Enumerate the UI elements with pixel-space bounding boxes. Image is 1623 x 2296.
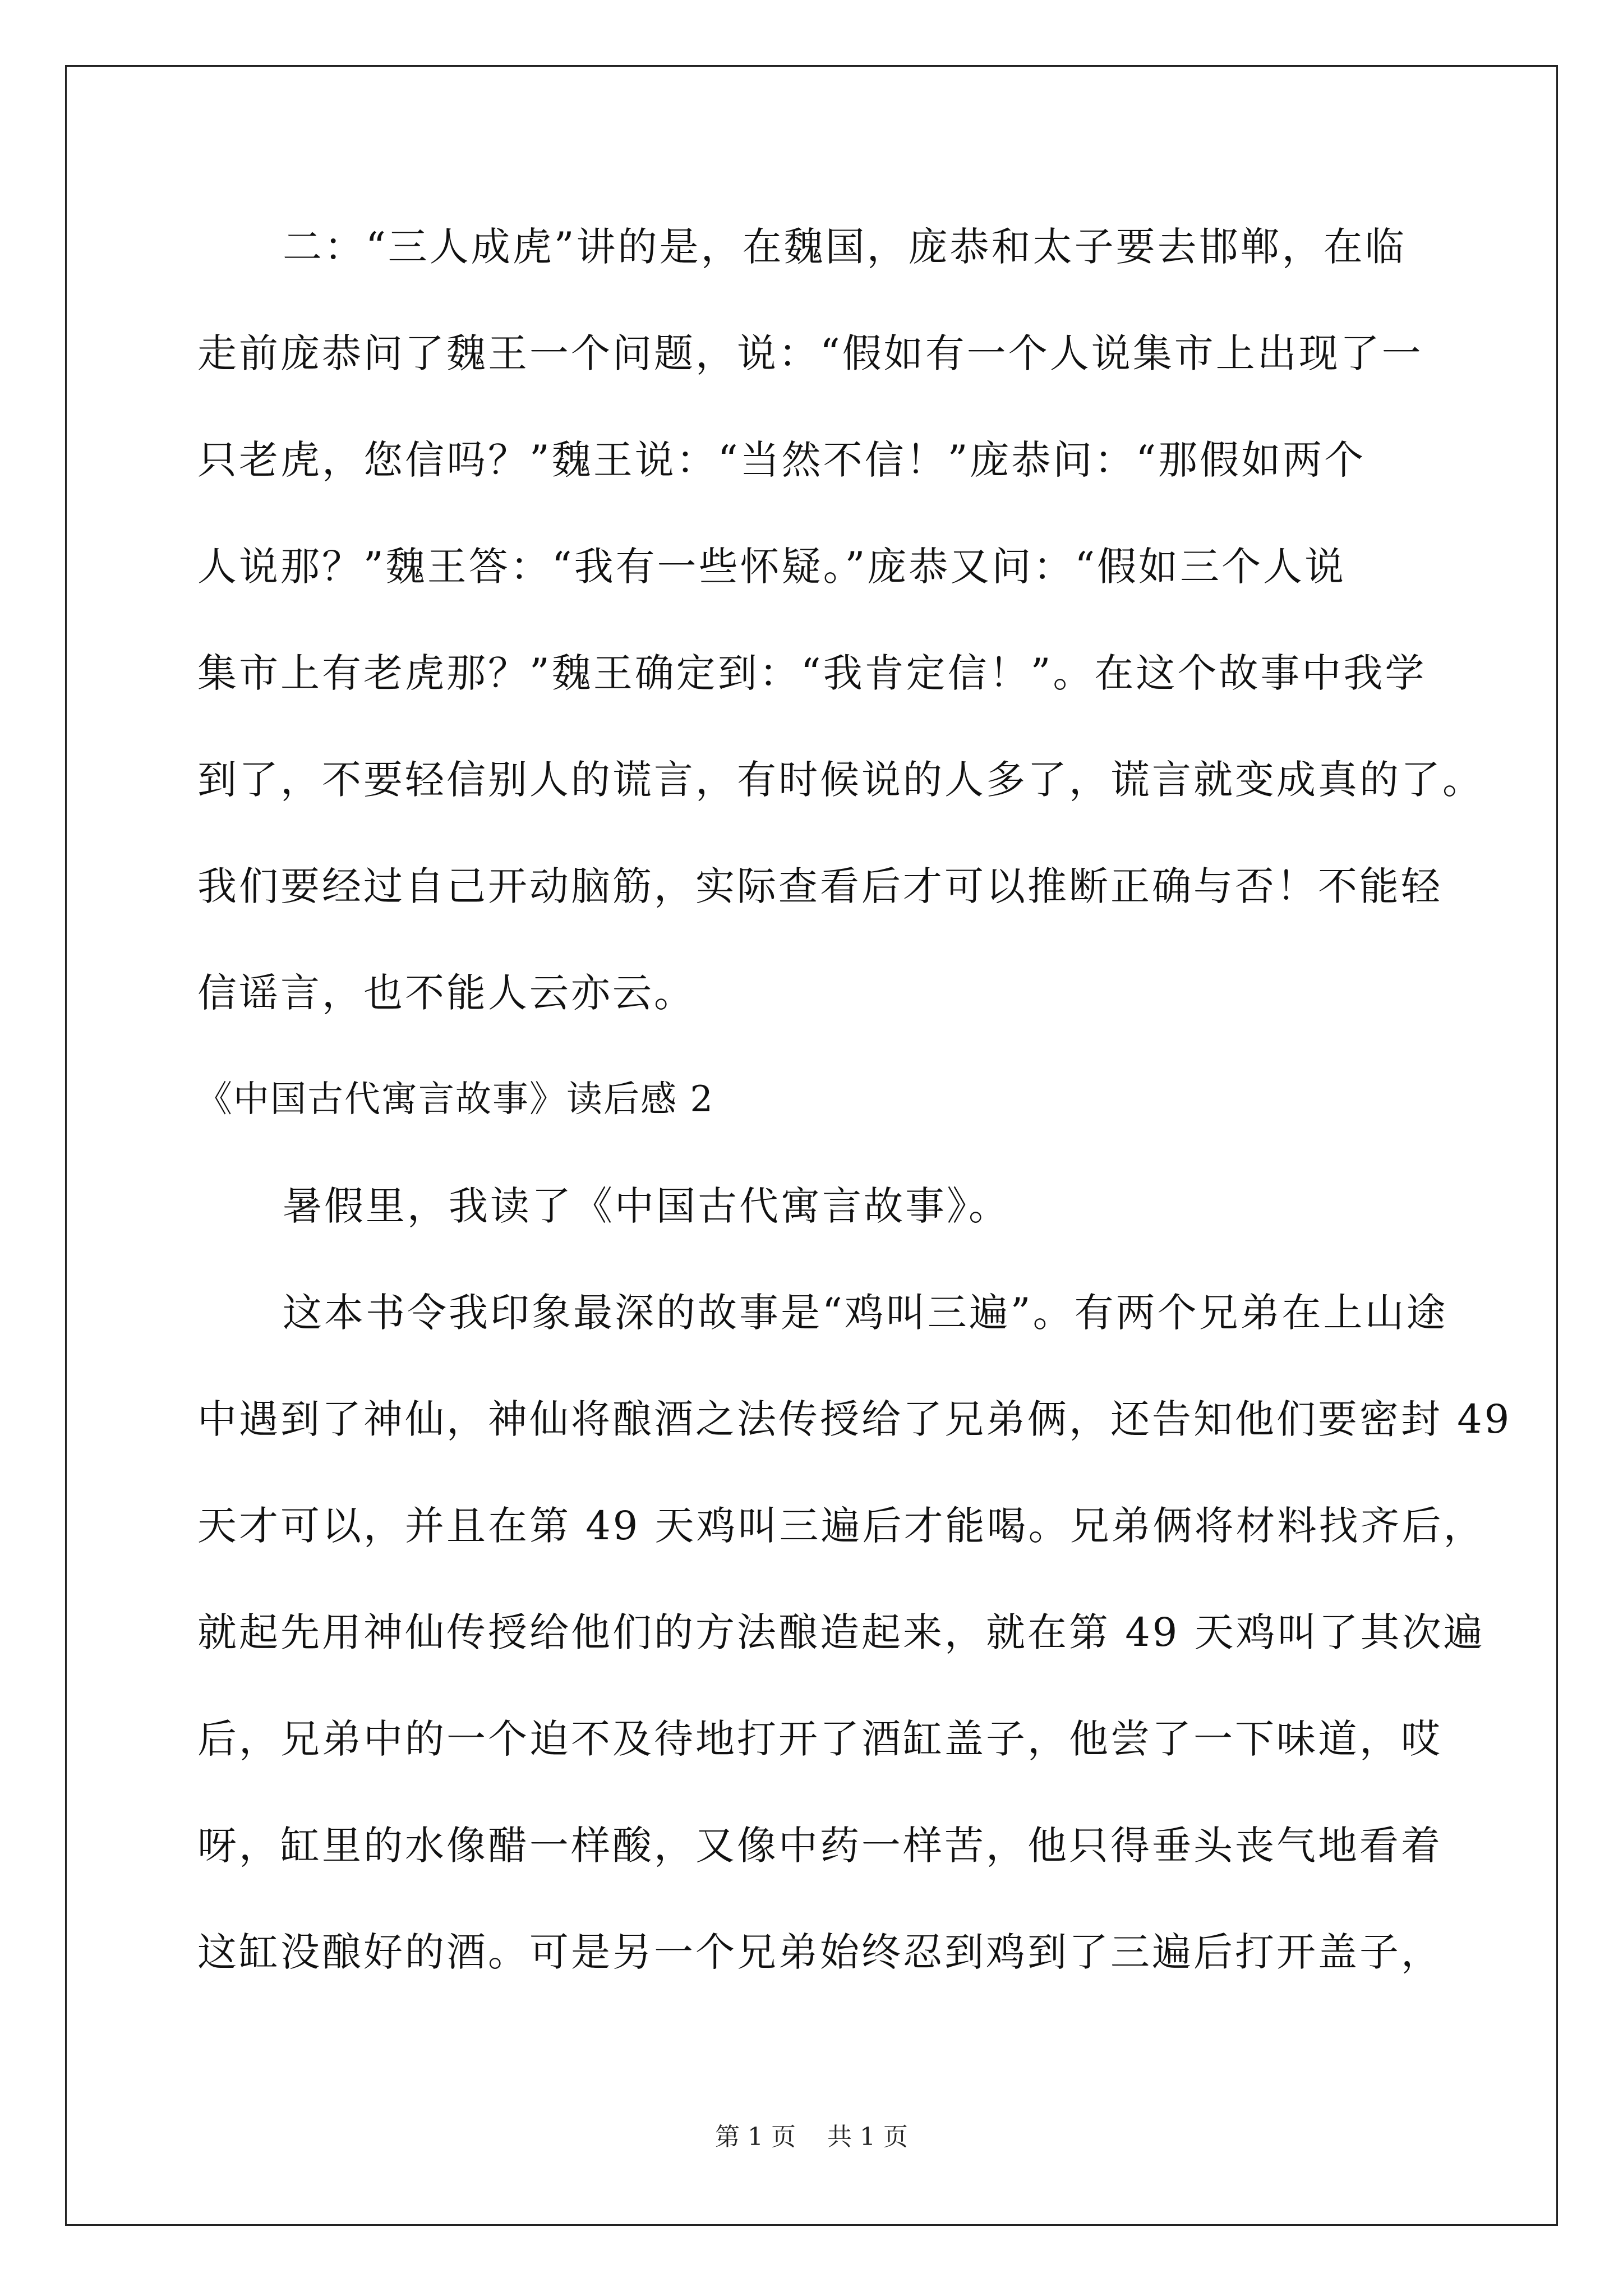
paragraph-line: 集市上有老虎那？”魏王确定到：“我肯定信！”。在这个故事中我学: [197, 650, 1427, 696]
paragraph-line: 人说那？”魏王答：“我有一些怀疑。”庞恭又问：“假如三个人说: [197, 544, 1347, 590]
page-footer: 第 1 页 共 1 页: [715, 2123, 908, 2151]
paragraph-line: 天才可以，并且在第 49 天鸡叫三遍后才能喝。兄弟俩将材料找齐后，: [197, 1503, 1485, 1549]
page-border: [65, 65, 1558, 2226]
paragraph-line: 暑假里，我读了《中国古代寓言故事》。: [283, 1183, 1010, 1229]
paragraph-line: 就起先用神仙传授给他们的方法酿造起来，就在第 49 天鸡叫了其次遍: [197, 1609, 1485, 1655]
paragraph-line: 后，兄弟中的一个迫不及待地打开了酒缸盖子，他尝了一下味道，哎: [197, 1716, 1442, 1762]
paragraph-line: 只老虎，您信吗？”魏王说：“当然不信！”庞恭问：“那假如两个: [197, 437, 1366, 483]
paragraph-line: 到了，不要轻信别人的谎言，有时候说的人多了，谎言就变成真的了。: [197, 757, 1484, 803]
paragraph-line: 呀，缸里的水像醋一样酸，又像中药一样苦，他只得垂头丧气地看着: [197, 1823, 1442, 1869]
section-heading: 《中国古代寓言故事》读后感 2: [196, 1079, 714, 1120]
paragraph-line: 这缸没酿好的酒。可是另一个兄弟始终忍到鸡到了三遍后打开盖子，: [197, 1929, 1442, 1975]
paragraph-line: 走前庞恭问了魏王一个问题，说：“假如有一个人说集市上出现了一: [197, 330, 1423, 376]
paragraph-line: 信谣言，也不能人云亦云。: [197, 970, 695, 1016]
paragraph-line: 我们要经过自己开动脑筋，实际查看后才可以推断正确与否！不能轻: [197, 863, 1442, 909]
paragraph-line: 这本书令我印象最深的故事是“鸡叫三遍”。有两个兄弟在上山途: [283, 1290, 1448, 1336]
paragraph-line: 二：“三人成虎”讲的是，在魏国，庞恭和太子要去邯郸，在临: [283, 224, 1407, 270]
paragraph-line: 中遇到了神仙，神仙将酿酒之法传授给了兄弟俩，还告知他们要密封 49: [197, 1396, 1512, 1442]
